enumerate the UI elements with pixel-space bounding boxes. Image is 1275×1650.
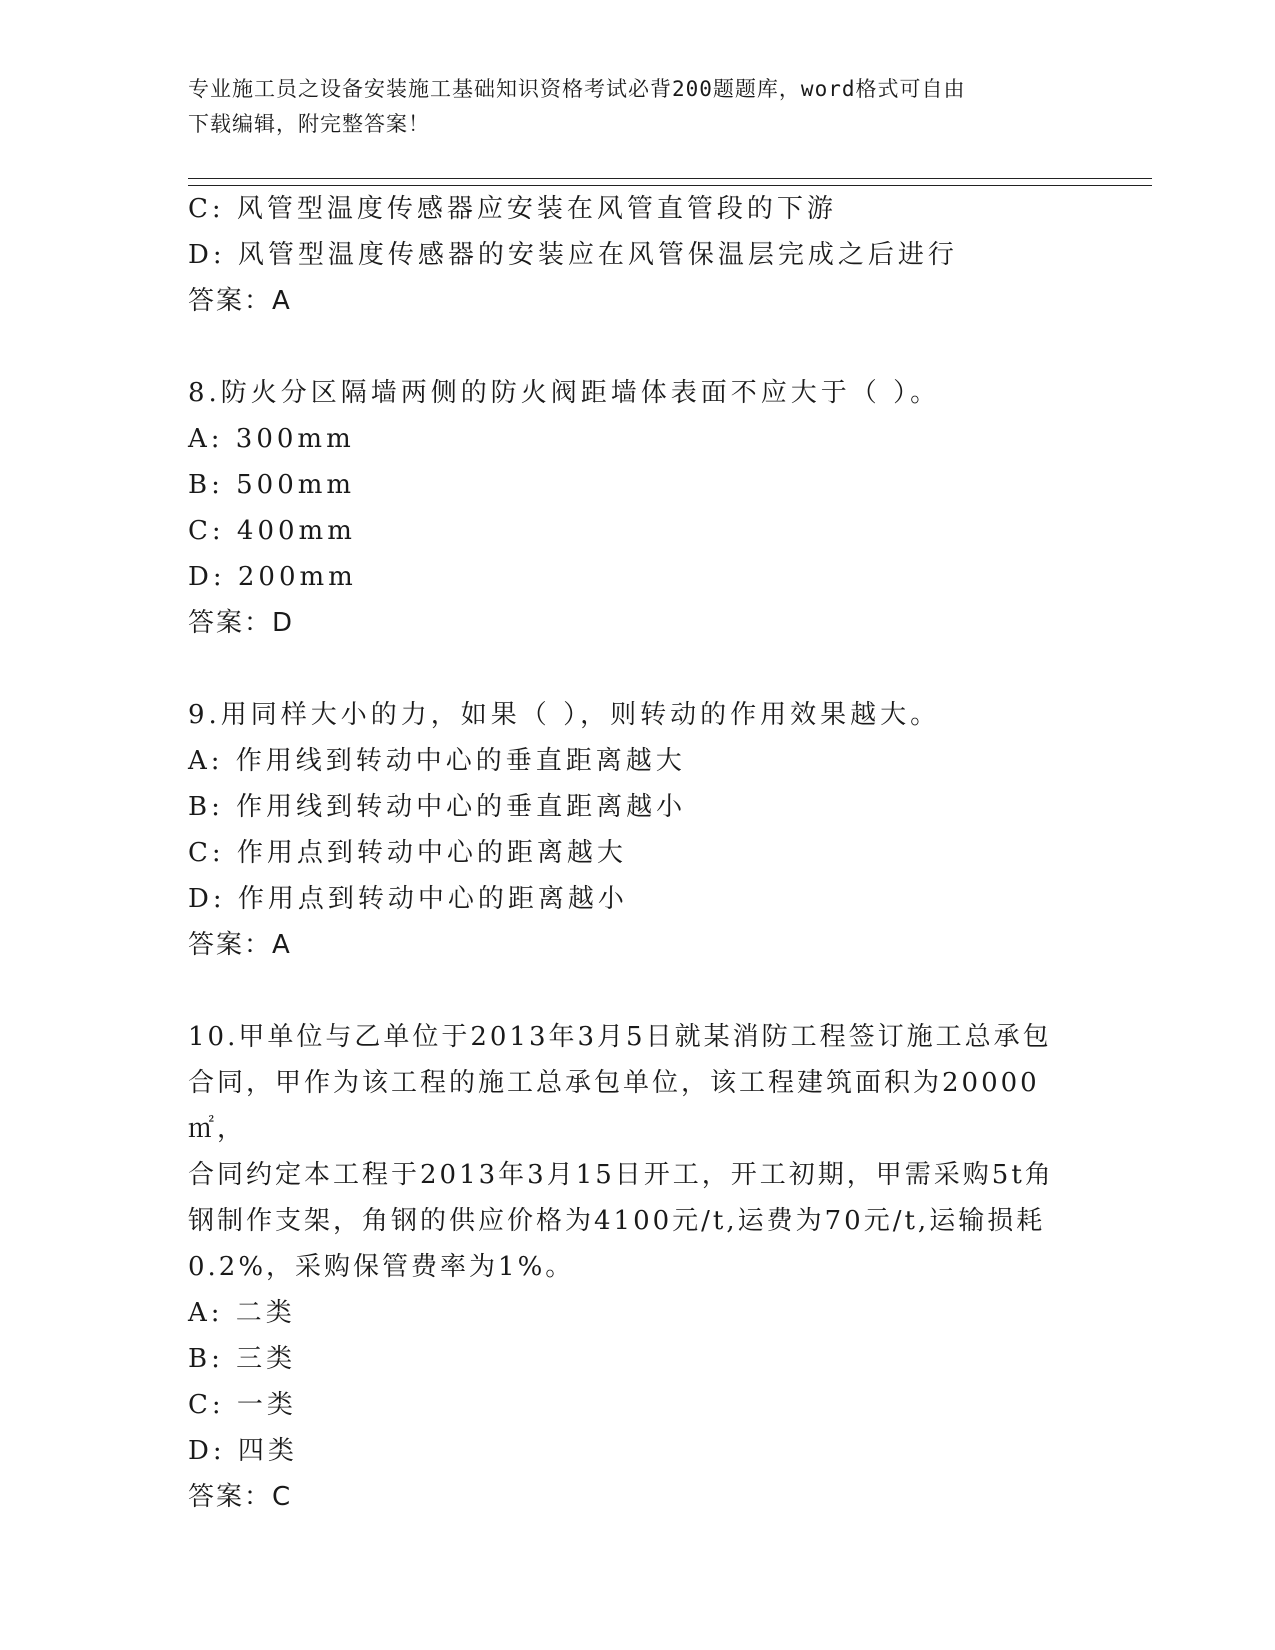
option-b: B: 三类 <box>188 1344 297 1374</box>
option-a: A: 作用线到转动中心的垂直距离越大 <box>188 746 686 776</box>
option-b: B: 作用线到转动中心的垂直距离越小 <box>188 792 687 822</box>
option-d: D: 风管型温度传感器的安装应在风管保温层完成之后进行 <box>188 240 958 270</box>
question-10 <box>188 1014 1088 1520</box>
question-7-tail <box>188 186 1088 324</box>
option-d: D: 作用点到转动中心的距离越小 <box>188 884 628 914</box>
question-list <box>188 186 1088 1520</box>
option-a: A: 300mm <box>188 424 355 454</box>
spacer <box>188 646 1088 692</box>
option-c: C: 一类 <box>188 1390 297 1420</box>
header-divider <box>188 178 1152 186</box>
spacer <box>188 324 1088 370</box>
option-d: D: 四类 <box>188 1436 298 1466</box>
question-stem-line: 0.2%，采购保管费率为1%。 <box>188 1252 575 1282</box>
answer: 答案：C <box>188 1482 293 1512</box>
option-c: C: 作用点到转动中心的距离越大 <box>188 838 627 868</box>
question-8 <box>188 370 1088 646</box>
spacer <box>188 968 1088 1014</box>
question-stem-line: 钢制作支架，角钢的供应价格为4100元/t,运费为70元/t,运输损耗 <box>188 1206 1046 1236</box>
option-d: D: 200mm <box>188 562 357 592</box>
question-stem: 8.防火分区隔墙两侧的防火阀距墙体表面不应大于（ ）。 <box>188 378 941 408</box>
document-header <box>188 72 1088 142</box>
header-line-1: 专业施工员之设备安装施工基础知识资格考试必背200题题库，word格式可自由 <box>188 77 966 101</box>
header-line-2: 下载编辑，附完整答案！ <box>188 112 430 136</box>
question-stem: 9.用同样大小的力，如果（ ），则转动的作用效果越大。 <box>188 700 941 730</box>
question-stem-line: 合同约定本工程于2013年3月15日开工，开工初期，甲需采购5t角 <box>188 1160 1054 1190</box>
option-b: B: 500mm <box>188 470 356 500</box>
answer: 答案：A <box>188 286 292 316</box>
option-c: C: 400mm <box>188 516 356 546</box>
answer: 答案：A <box>188 930 292 960</box>
answer: 答案：D <box>188 608 295 638</box>
question-stem-line: 合同，甲作为该工程的施工总承包单位，该工程建筑面积为20000㎡， <box>188 1068 1040 1144</box>
question-9 <box>188 692 1088 968</box>
option-a: A: 二类 <box>188 1298 296 1328</box>
option-c: C: 风管型温度传感器应安装在风管直管段的下游 <box>188 194 837 224</box>
question-stem-line: 10.甲单位与乙单位于2013年3月5日就某消防工程签订施工总承包 <box>188 1022 1052 1052</box>
